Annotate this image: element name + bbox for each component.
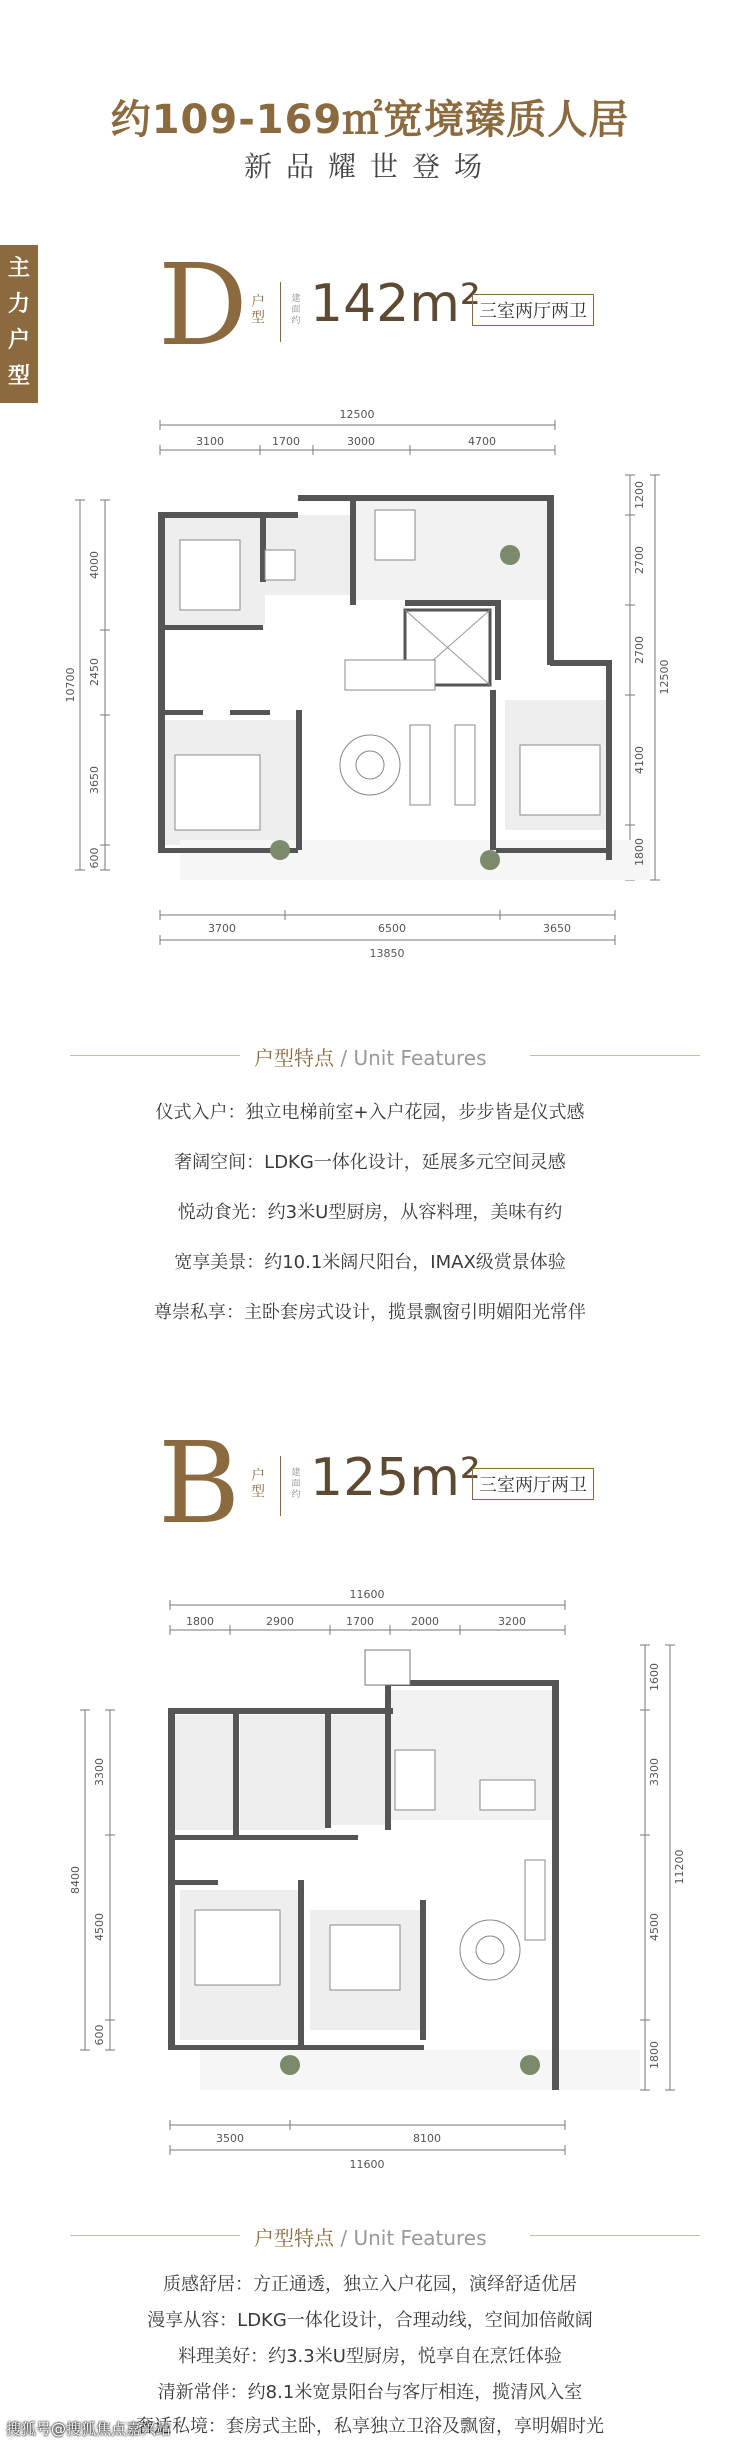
divider-right [530, 2235, 700, 2236]
unit-b-feature: 质感舒居：方正通透，独立入户花园，演绎舒适优居 [163, 2274, 577, 2295]
features-title-sep: / [340, 1046, 348, 1070]
dim-label: 12500 [339, 408, 375, 421]
dim-label: 3300 [648, 1758, 661, 1786]
dim-label: 3650 [88, 766, 101, 794]
watermark: 搜狐号@搜狐焦点嘉兴站 [6, 2420, 172, 2438]
dim-label: 2450 [88, 658, 101, 686]
unit-b-feature: 奢适私境：套房式主卧，私享独立卫浴及飘窗，享明媚时光 [136, 2416, 604, 2437]
dim-label: 4500 [648, 1913, 661, 1941]
dim-label: 2700 [633, 636, 646, 664]
unit-b-feature: 料理美好：约3.3米U型厨房，悦享自在烹饪体验 [178, 2346, 562, 2367]
dim-label: 3300 [93, 1758, 106, 1786]
area-label-char: 约 [291, 316, 301, 326]
features-title-en: Unit Features [353, 2226, 487, 2250]
headline: 约109-169㎡宽境臻质人居 [110, 97, 630, 143]
dim-label: 4700 [468, 435, 496, 448]
dim-label: 12500 [658, 659, 671, 695]
type-label-char: 型 [251, 310, 265, 326]
divider-line [280, 1456, 281, 1516]
type-label-char: 型 [251, 1484, 265, 1500]
area-label-char: 建 [291, 1468, 301, 1478]
dim-label: 3650 [543, 922, 571, 935]
unit-d-rooms: 三室两厅两卫 [472, 294, 594, 326]
dim-label: 1800 [633, 838, 646, 866]
side-tab [0, 245, 38, 403]
dim-label: 4100 [633, 746, 646, 774]
features-title-en: Unit Features [353, 1046, 487, 1070]
unit-d-letter: D [158, 241, 248, 371]
features-title-sep: / [340, 2226, 348, 2250]
dim-label: 4500 [93, 1913, 106, 1941]
subline: 新品耀世登场 [243, 150, 496, 183]
dim-label: 3500 [216, 2132, 244, 2145]
dim-label: 2900 [266, 1615, 294, 1628]
dim-label: 3100 [196, 435, 224, 448]
unit-d-feature: 宽享美景：约10.1米阔尺阳台，IMAX级赏景体验 [174, 1252, 566, 1273]
area-label-char: 建 [291, 294, 301, 304]
dim-label: 11600 [349, 2158, 385, 2171]
area-label-char: 面 [291, 305, 301, 315]
dim-label: 13850 [369, 947, 405, 960]
dim-label: 2700 [633, 546, 646, 574]
dim-label: 8400 [69, 1866, 82, 1894]
dim-label: 2000 [411, 1615, 439, 1628]
unit-d-feature: 尊崇私享：主卧套房式设计，揽景飘窗引明媚阳光常伴 [154, 1302, 586, 1323]
unit-d-feature: 仪式入户：独立电梯前室+入户花园，步步皆是仪式感 [155, 1102, 585, 1123]
dim-label: 1800 [186, 1615, 214, 1628]
dim-label: 10700 [64, 667, 77, 703]
unit-d-floorplan [60, 400, 700, 980]
dim-label: 1600 [648, 1663, 661, 1691]
side-tab-char: 户 [7, 328, 30, 353]
dim-label: 8100 [413, 2132, 441, 2145]
unit-d-features-title [254, 1042, 487, 1071]
unit-b-area: 125m² [310, 1448, 481, 1508]
unit-b-letter: B [158, 1419, 241, 1549]
unit-b-type-label [250, 1468, 266, 1500]
dim-label: 11600 [349, 1588, 385, 1601]
unit-d-area-label [291, 294, 301, 327]
features-title-cn: 户型特点 [254, 2226, 334, 2250]
features-title-cn: 户型特点 [254, 1046, 334, 1070]
dim-label: 3700 [208, 922, 236, 935]
side-tab-char: 型 [7, 364, 30, 389]
type-label-char: 户 [251, 294, 265, 310]
divider-left [70, 1055, 240, 1056]
dim-label: 6500 [378, 922, 406, 935]
unit-b-floorplan [60, 1580, 700, 2180]
unit-d-feature: 奢阔空间：LDKG一体化设计，延展多元空间灵感 [174, 1152, 566, 1173]
divider-line [280, 282, 281, 342]
unit-b-rooms: 三室两厅两卫 [472, 1468, 594, 1500]
dim-label: 1200 [633, 481, 646, 509]
type-label-char: 户 [251, 1468, 265, 1484]
divider-right [530, 1055, 700, 1056]
unit-b-feature: 清新常伴：约8.1米宽景阳台与客厅相连，揽清风入室 [157, 2382, 583, 2403]
dim-label: 11200 [673, 1849, 686, 1885]
side-tab-char: 力 [7, 292, 30, 317]
dim-label: 1700 [346, 1615, 374, 1628]
area-label-char: 约 [291, 1490, 301, 1500]
dim-label: 3200 [498, 1615, 526, 1628]
unit-b-feature: 漫享从容：LDKG一体化设计，合理动线，空间加倍敞阔 [147, 2310, 593, 2331]
dim-label: 3000 [347, 435, 375, 448]
unit-d-area: 142m² [310, 274, 481, 334]
area-label-char: 面 [291, 1479, 301, 1489]
dim-label: 4000 [88, 551, 101, 579]
unit-b-area-label [291, 1468, 301, 1501]
side-tab-char: 主 [7, 256, 30, 281]
dim-label: 600 [93, 2024, 106, 2046]
divider-left [70, 2235, 240, 2236]
unit-d-feature: 悦动食光：约3米U型厨房，从容料理，美味有约 [177, 1202, 563, 1223]
dim-label: 600 [88, 847, 101, 869]
dim-label: 1800 [648, 2041, 661, 2069]
unit-d-type-label [250, 294, 266, 326]
unit-b-features-title [254, 2222, 487, 2251]
dim-label: 1700 [272, 435, 300, 448]
